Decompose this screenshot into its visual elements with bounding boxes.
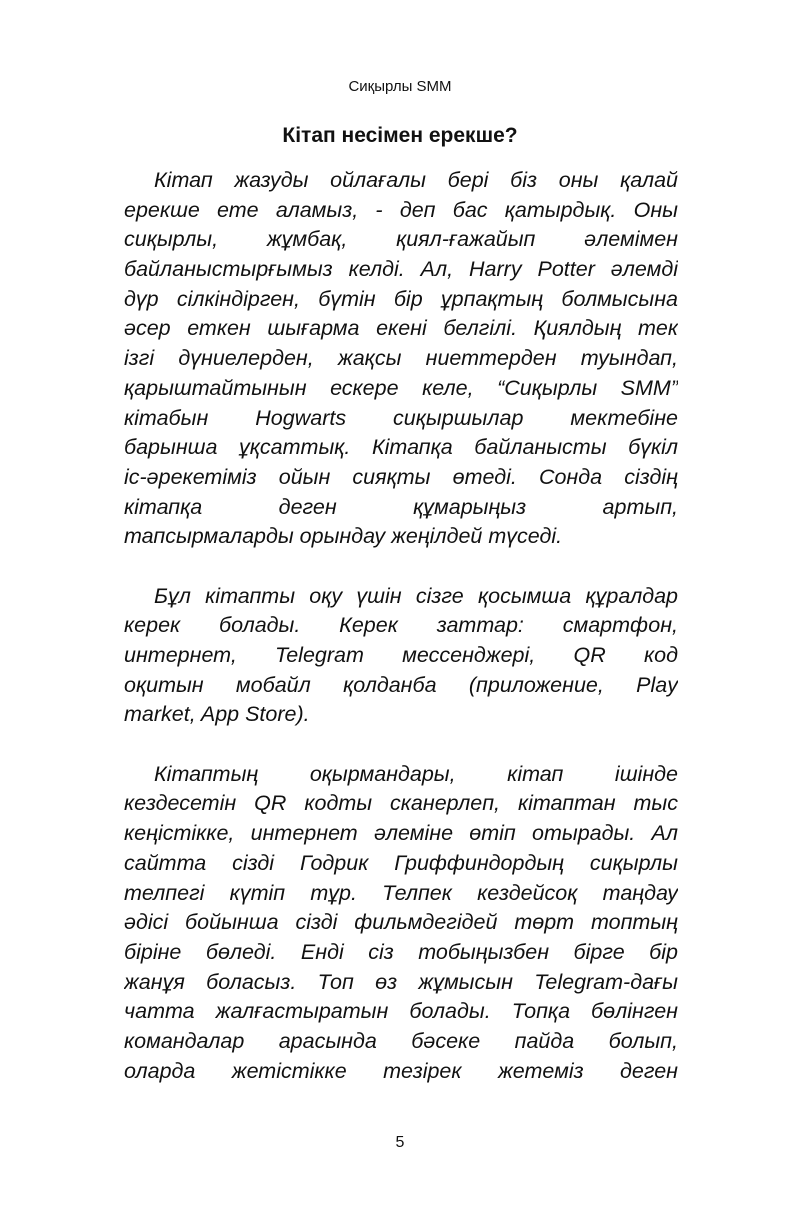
paragraph-line: жанұя боласыз. Топ өз жұмысын Telegram-дағы [124, 969, 678, 994]
paragraph-line: барынша ұқсаттық. Кітапқа байланысты бүкіл [124, 435, 678, 460]
paragraph-line: оларда жетістікке тезірек жетеміз деген [124, 1058, 678, 1083]
paragraph-line: кітапқа деген құмарыңыз артып, [124, 494, 678, 519]
paragraph-line: ізгі дүниелерден, жақсы ниеттерден туындап, [124, 346, 678, 371]
paragraph-line: Кітап жазуды ойлағалы бері біз оны қалай [154, 168, 678, 192]
paragraph-line: біріне бөледі. Енді сіз тобыңызбен бірге бір [124, 939, 678, 964]
paragraph-line: әдісі бойынша сізді фильмдегідей төрт топтың [124, 910, 678, 935]
paragraph-line: іс-әрекетіміз ойын сияқты өтеді. Сонда сіздің [124, 464, 678, 489]
paragraph-line: ерекше ете аламыз, - деп бас қатырдық. Оны [124, 197, 678, 222]
paragraph-line: тапсырмаларды орындау жеңілдей түседі. [124, 524, 563, 549]
paragraph-line: кеңістікке, интернет әлеміне өтіп отырады. Ал [124, 821, 678, 846]
paragraph-line: әсер еткен шығарма екені белгілі. Қиялдың тек [124, 316, 678, 341]
paragraph-gap [124, 552, 678, 582]
paragraph-line: сайтта сізді Годрик Гриффиндордың сиқырлы [124, 850, 678, 875]
paragraph-line: кітабын Hogwarts сиқыршылар мектебіне [124, 405, 678, 430]
paragraph-line: дүр сілкіндірген, бүтін бір ұрпақтың болмысына [124, 286, 678, 311]
page-number: 5 [395, 1134, 405, 1151]
paragraph-gap [124, 730, 678, 760]
paragraph-line: телпегі күтіп тұр. Телпек кездейсоқ таңдау [124, 880, 678, 905]
paragraph [124, 166, 678, 552]
paragraph-line: Бұл кітапты оқу үшін сізге қосымша құралдар [154, 583, 678, 608]
paragraph-line: қарыштайтынын ескере келе, “Сиқырлы SMM” [124, 375, 678, 400]
paragraph-line: чатта жалғастыратын болады. Топқа бөлінген [124, 999, 678, 1024]
paragraph-line: Кітаптың оқырмандары, кітап ішінде [154, 761, 678, 786]
paragraph [124, 582, 678, 730]
paragraph-line: интернет, Telegram мессенджері, QR код [124, 643, 678, 667]
paragraph-line: байланыстырғымыз келді. Ал, Harry Potter әлемді [124, 257, 678, 282]
body-text [124, 166, 678, 1086]
paragraph-line: сиқырлы, жұмбақ, қиял-ғажайып әлемімен [124, 227, 678, 252]
paragraph-line: командалар арасында бәсеке пайда болып, [124, 1028, 678, 1053]
section-title: Кітап несімен ерекше? [282, 124, 518, 147]
running-header: Сиқырлы SMM [348, 78, 452, 95]
paragraph [124, 760, 678, 1087]
paragraph-line: кездесетін QR кодты сканерлеп, кітаптан тыс [124, 791, 678, 816]
paragraph-line: оқитын мобайл қолданба (приложение, Play [124, 672, 678, 697]
paragraph-line: керек болады. Керек заттар: смартфон, [124, 613, 678, 638]
paragraph-line: market, App Store). [124, 702, 310, 727]
